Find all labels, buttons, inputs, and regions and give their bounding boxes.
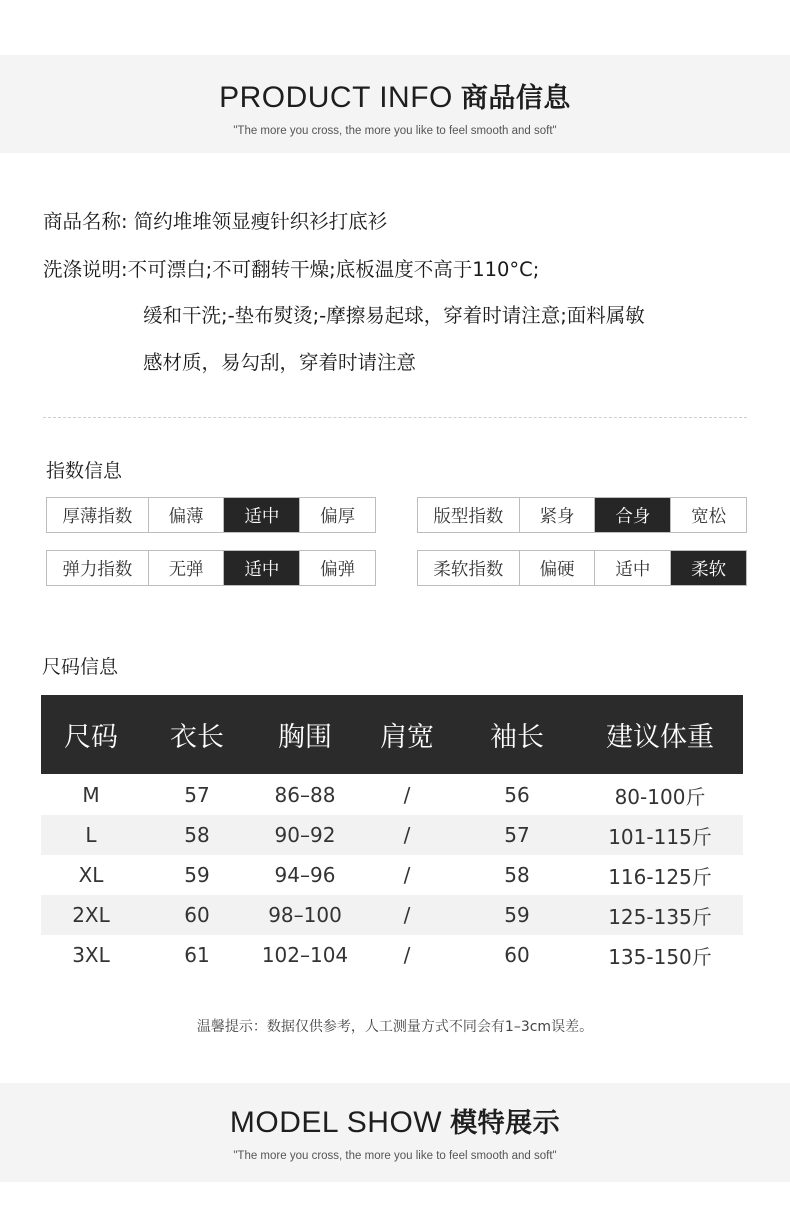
index-option: 紧身	[519, 498, 595, 532]
index-option: 偏硬	[519, 551, 595, 585]
model-show-title-zh: 模特展示	[450, 1108, 561, 1139]
table-cell: 3XL	[72, 943, 110, 967]
index-option: 柔软	[670, 551, 746, 585]
index-option: 无弹	[148, 551, 224, 585]
table-cell: /	[403, 943, 411, 967]
index-option: 适中	[594, 551, 670, 585]
index-label: 弹力指数	[62, 559, 133, 580]
index-group-thickness	[46, 497, 376, 533]
table-cell: /	[403, 903, 411, 927]
table-cell: 116-125斤	[608, 864, 712, 889]
index-option: 偏厚	[299, 498, 375, 532]
table-cell: /	[403, 823, 411, 847]
model-show-header	[0, 1083, 790, 1182]
size-table-header	[41, 695, 743, 774]
index-option: 宽松	[670, 498, 746, 532]
table-cell: 90–92	[274, 823, 336, 847]
wash-instructions-line-3: 感材质，易勾刮，穿着时请注意	[143, 351, 417, 374]
wash-instructions-line-1: 洗涤说明:不可漂白;不可翻转干燥;底板温度不高于110°C;	[43, 258, 540, 281]
table-cell: 57	[184, 783, 210, 807]
table-cell: 58	[504, 863, 530, 887]
size-section-title: 尺码信息	[42, 656, 119, 678]
model-show-subtitle: "The more you cross, the more you like to feel smooth and soft"	[233, 1150, 557, 1162]
table-cell: 125-135斤	[608, 904, 712, 929]
table-cell: 98–100	[268, 903, 342, 927]
table-row	[41, 775, 743, 815]
table-cell: 94–96	[274, 863, 336, 887]
table-cell: L	[85, 823, 97, 847]
table-row	[41, 895, 743, 935]
table-cell: 59	[504, 903, 530, 927]
size-tip: 温馨提示：数据仅供参考，人工测量方式不同会有1–3cm误差。	[196, 1019, 594, 1035]
model-show-title	[0, 1105, 790, 1142]
index-group-fit	[417, 497, 747, 533]
table-cell: 60	[184, 903, 210, 927]
table-cell: 2XL	[72, 903, 110, 927]
size-header-cell: 胸围	[278, 722, 332, 753]
table-row	[41, 935, 743, 975]
index-option: 适中	[223, 498, 299, 532]
model-show-title-en: MODEL SHOW	[229, 1106, 443, 1139]
table-cell: 80-100斤	[614, 784, 706, 809]
table-cell: 59	[184, 863, 210, 887]
index-label: 厚薄指数	[62, 506, 133, 527]
product-name-line: 商品名称: 简约堆堆领显瘦针织衫打底衫	[43, 210, 388, 233]
product-info-title-zh: 商品信息	[460, 83, 571, 114]
table-cell: M	[82, 783, 100, 807]
table-cell: 102–104	[261, 943, 349, 967]
index-label: 柔软指数	[433, 559, 504, 580]
index-label: 版型指数	[433, 506, 504, 527]
product-info-header	[0, 55, 790, 153]
table-row	[41, 855, 743, 895]
index-option: 合身	[594, 498, 670, 532]
size-header-cell: 袖长	[490, 722, 544, 753]
product-info-title	[0, 80, 790, 117]
table-cell: 86–88	[274, 783, 336, 807]
table-cell: 56	[504, 783, 530, 807]
table-cell: 135-150斤	[608, 944, 712, 969]
size-header-cell: 肩宽	[380, 722, 434, 753]
table-cell: 57	[504, 823, 530, 847]
size-header-cell: 尺码	[64, 722, 118, 753]
table-row	[41, 815, 743, 855]
index-option: 适中	[223, 551, 299, 585]
table-cell: 58	[184, 823, 210, 847]
index-group-elasticity	[46, 550, 376, 586]
index-option: 偏弹	[299, 551, 375, 585]
size-header-cell: 建议体重	[606, 722, 714, 753]
table-cell: 61	[184, 943, 210, 967]
index-group-softness	[417, 550, 747, 586]
table-cell: /	[403, 783, 411, 807]
size-header-cell: 衣长	[170, 722, 224, 753]
table-cell: 101-115斤	[608, 824, 712, 849]
table-cell: /	[403, 863, 411, 887]
dotted-divider	[43, 417, 747, 418]
wash-instructions-line-2: 缓和干洗;-垫布熨烫;-摩擦易起球，穿着时请注意;面料属敏	[143, 304, 645, 327]
product-info-subtitle: "The more you cross, the more you like to feel smooth and soft"	[233, 125, 557, 137]
product-info-title-en: PRODUCT INFO	[219, 81, 453, 114]
table-cell: XL	[78, 863, 104, 887]
index-option: 偏薄	[148, 498, 224, 532]
index-section-title: 指数信息	[46, 460, 123, 482]
table-cell: 60	[504, 943, 530, 967]
